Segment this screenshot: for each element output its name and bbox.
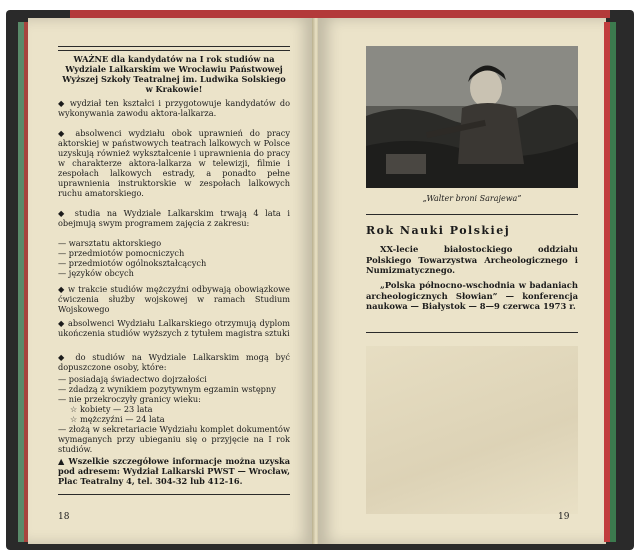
subjects-list: [58, 238, 290, 278]
paragraph-5: ◆ absolwenci Wydziału Lalkarskiego otrzymują dyplom ukończenia studiów wyższych z tytułem magistra sztuki: [58, 318, 290, 338]
event-2: „Polska północno-wschodnia w badaniach archeologicznych Słowian” — konferencja naukowa — Białystok — 8—9 czerwca 1973 r.: [366, 280, 578, 311]
list-item: — posiadają świadectwo dojrzałości: [58, 374, 207, 384]
paragraph-4: ◆ w trakcie studiów mężczyźni odbywają obowiązkowe ćwiczenia służby wojskowej w ramach Studium Wojskowego: [58, 284, 290, 314]
list-item: — zdadzą z wynikiem pozytywnym egzamin wstępny: [58, 384, 276, 394]
list-item: — złożą w sekretariacie Wydziału komplet dokumentów wymaganych przy ubieganiu się o przyjęcie na I rok studiów.: [58, 424, 290, 454]
cover-top-edge: [70, 10, 610, 18]
list-item: — przedmiotów ogólnokształcących: [58, 258, 207, 268]
bottom-rule: [58, 494, 290, 495]
show-through-image: [366, 346, 578, 514]
left-page: [28, 18, 314, 544]
page-number-left: 18: [58, 512, 70, 522]
film-still-photo: [366, 46, 578, 188]
section-heading: Rok Nauki Polskiej: [366, 224, 511, 237]
photo-caption: „Walter broni Sarajewa”: [422, 194, 522, 203]
right-page: [318, 18, 606, 544]
list-item: — języków obcych: [58, 268, 134, 278]
intro-notice: WAŻNE dla kandydatów na I rok studiów na Wydziale Lalkarskim we Wrocławiu Państwowej Wyższej Szkoły Teatralnej im. Ludwika Solskiego w Krakowie!: [62, 54, 286, 94]
list-item: — nie przekroczyły granicy wieku:: [58, 394, 201, 404]
paragraph-1: ◆ wydział ten kształci i przygotowuje kandydatów do wykonywania zawodu aktora-lalkarza.: [58, 98, 290, 118]
list-item: ☆ mężczyźni — 24 lata: [70, 414, 165, 424]
paragraph-3: ◆ studia na Wydziale Lalkarskim trwają 4 lata i obejmują swym programem zajęcia z zakresu:: [58, 208, 290, 228]
list-item: — warsztatu aktorskiego: [58, 238, 162, 248]
closing-info: ▲ Wszelkie szczegółowe informacje można uzyska pod adresem: Wydział Lalkarski PWST — Wrocław, Plac Teatralny 4, tel. 304-32 lub 412-16.: [58, 456, 290, 486]
section-rule: [366, 332, 578, 333]
photo-illustration: [366, 46, 578, 188]
list-item: ☆ kobiety — 23 lata: [70, 404, 153, 414]
list-item: — przedmiotów pomocniczych: [58, 248, 185, 258]
caption-rule: [366, 214, 578, 215]
conditions-list: [58, 374, 290, 454]
right-edge-stripe-green: [610, 22, 616, 542]
top-rule: [58, 46, 290, 51]
page-number-right: 19: [558, 512, 570, 522]
event-1: XX-lecie białostockiego oddziału Polskiego Towarzystwa Archeologicznego i Numizmatycznego.: [366, 244, 578, 275]
paragraph-6: ◆ do studiów na Wydziale Lalkarskim mogą być dopuszczone osoby, które:: [58, 352, 290, 372]
paragraph-2: ◆ absolwenci wydziału obok uprawnień do pracy aktorskiej w państwowych teatrach lalkowych w Polsce uzyskują również wykształcenie i uprawnienia do pracy w charakterze aktora-lalkarza w telewizji, filmie i zespołach lalkowych estrady, a ponadto pełne uprawnienia instruktorskie w zespołach lalkowych ruchu amatorskiego.: [58, 128, 290, 198]
